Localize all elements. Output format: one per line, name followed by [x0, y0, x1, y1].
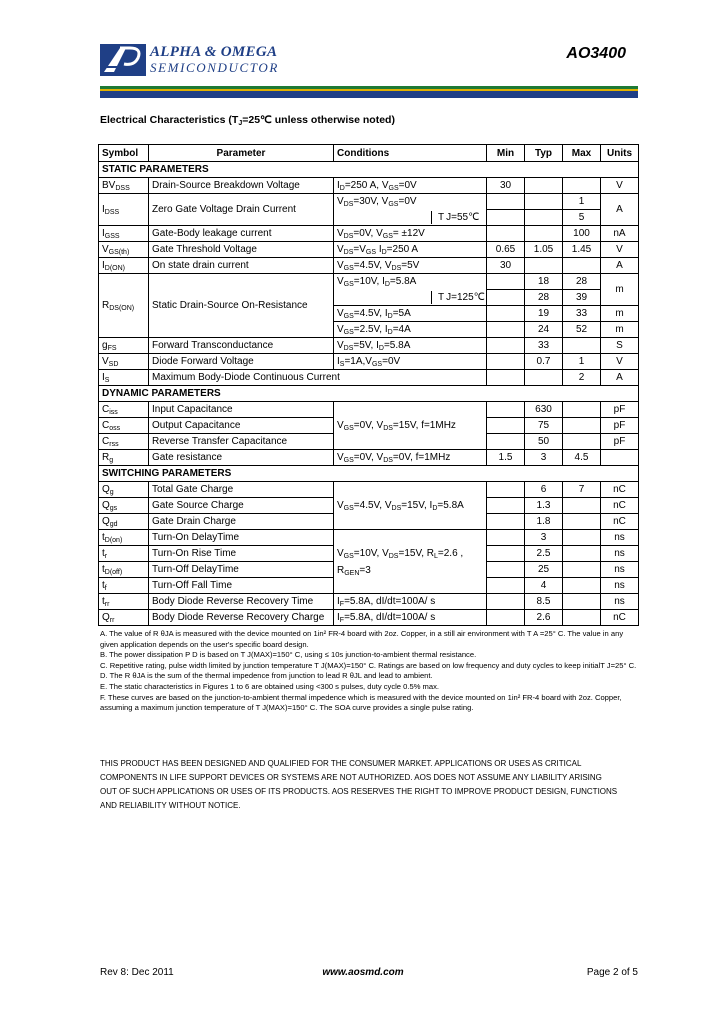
condition-cell: $V_{GS}=2.5V$, $I_D=4A$ [334, 322, 487, 338]
unit-cell: m [601, 306, 639, 322]
symbol-cell: $C_{iss}$ [99, 402, 149, 418]
typ-cell: 3 [525, 530, 563, 546]
parameter-cell: Turn-Off Fall Time [149, 578, 334, 594]
table-row [99, 402, 639, 418]
header-conditions: Conditions [334, 145, 487, 162]
footnote: F. These curves are based on the junction-to-ambient thermal impedence which is measured with the device mounted on 1in² FR-4 board with 2oz. Copper, assuming a maximum junction temperature of T J(MAX)=150° C. The SOA curve provides a single pulse rating. [100, 692, 622, 713]
max-cell [563, 530, 601, 546]
unit-cell: nC [601, 610, 639, 626]
typ-cell: 0.7 [525, 354, 563, 370]
switching-condition-line1: $V_{GS}=10V$, $V_{DS}=15V$, $R_L=2.6$ , [337, 547, 464, 560]
table-row [99, 370, 639, 386]
symbol-cell: $Q_{gd}$ [99, 514, 149, 530]
max-cell: 33 [563, 306, 601, 322]
min-cell [487, 418, 525, 434]
typ-cell [525, 226, 563, 242]
max-cell [563, 434, 601, 450]
max-cell: 1 [563, 354, 601, 370]
footnote: B. The power dissipation P D is based on T J(MAX)=150° C, using ≤ 10s junction-to-ambient thermal resistance. [100, 650, 477, 660]
typ-cell: 25 [525, 562, 563, 578]
min-cell [487, 530, 525, 546]
parameter-cell: Gate Threshold Voltage [149, 242, 334, 258]
min-cell [487, 290, 525, 306]
parameter-cell: Gate Drain Charge [149, 514, 334, 530]
table-row [99, 338, 639, 354]
symbol-cell: $Q_g$ [99, 482, 149, 498]
typ-cell: 6 [525, 482, 563, 498]
header-typ: Typ [525, 145, 563, 162]
parameter-cell: Gate-Body leakage current [149, 226, 334, 242]
min-cell [487, 610, 525, 626]
condition-cell: $I_D=250$ A, $V_{GS}=0V$ [334, 178, 487, 194]
condition-cell: $I_F=5.8A$, dI/dt=100A/ s [334, 594, 487, 610]
max-cell [563, 610, 601, 626]
section-row [99, 162, 639, 178]
max-cell [563, 578, 601, 594]
min-cell [487, 482, 525, 498]
condition-cell: $V_{GS}=4.5V$, $V_{DS}=5V$ [334, 258, 487, 274]
max-cell: 4.5 [563, 450, 601, 466]
symbol-cell: $BV_{DSS}$ [99, 178, 149, 194]
typ-cell [525, 194, 563, 210]
condition-cell: $V_{DS}=5V$, $I_D=5.8A$ [334, 338, 487, 354]
unit-cell: nC [601, 498, 639, 514]
table-row [99, 610, 639, 626]
min-cell [487, 274, 525, 290]
table-row [99, 242, 639, 258]
condition-cell: $V_{DS}=30V$, $V_{GS}=0V$ [334, 194, 487, 210]
unit-cell: ns [601, 578, 639, 594]
table-row [99, 178, 639, 194]
table-row [99, 482, 639, 498]
min-cell [487, 514, 525, 530]
symbol-cell: $t_f$ [99, 578, 149, 594]
symbol-cell: $I_{D(ON)}$ [99, 258, 149, 274]
table-row [99, 594, 639, 610]
typ-cell [525, 370, 563, 386]
unit-cell: ns [601, 562, 639, 578]
footnote: A. The value of R θJA is measured with the device mounted on 1in² FR-4 board with 2oz. Copper, in a still air environment with T A =25° C. The value in any given application depends on the user's specific board design. [100, 629, 624, 649]
parameter-cell: Turn-On DelayTime [149, 530, 334, 546]
condition-cell: $V_{DS}=0V$, $V_{GS}= \pm 12V$ [334, 226, 487, 242]
unit-cell [601, 450, 639, 466]
section-static: STATIC PARAMETERS [99, 162, 639, 178]
footnote: E. The static characteristics in Figures 1 to 6 are obtained using <300 s pulses, duty cycle 0.5% max. [100, 681, 440, 691]
company-name: ALPHA & OMEGA [150, 44, 278, 60]
typ-cell [525, 258, 563, 274]
symbol-cell: $R_g$ [99, 450, 149, 466]
header-min: Min [487, 145, 525, 162]
min-cell [487, 498, 525, 514]
switching-condition-line2: $R_{GEN}=3$ [337, 564, 371, 577]
section-title: Electrical Characteristics ($T_J=25℃$ unless otherwise noted) [100, 114, 395, 127]
parameter-cell: Body Diode Reverse Recovery Time [149, 594, 334, 610]
parameter-cell: Static Drain-Source On-Resistance [149, 274, 334, 338]
typ-cell: 8.5 [525, 594, 563, 610]
revision-label: Rev 8: Dec 2011 [100, 967, 174, 978]
part-number: AO3400 [566, 45, 626, 62]
typ-cell: 19 [525, 306, 563, 322]
section-dynamic: DYNAMIC PARAMETERS [99, 386, 639, 402]
section-switching: SWITCHING PARAMETERS [99, 466, 639, 482]
typ-cell: 33 [525, 338, 563, 354]
max-cell: 7 [563, 482, 601, 498]
footnote: D. The R θJA is the sum of the thermal impedence from junction to lead R θJL and lead to ambient. [100, 671, 433, 681]
header-parameter: Parameter [149, 145, 334, 162]
typ-cell: 1.3 [525, 498, 563, 514]
parameter-cell: Forward Transconductance [149, 338, 334, 354]
unit-cell: nA [601, 226, 639, 242]
unit-cell: ns [601, 530, 639, 546]
temperature-condition: T J=125℃ [334, 290, 487, 306]
unit-cell: nC [601, 514, 639, 530]
condition-cell: $V_{GS}=10V$, $I_D=5.8A$ [334, 274, 487, 290]
parameter-cell: Body Diode Reverse Recovery Charge [149, 610, 334, 626]
table-header-row [99, 145, 639, 162]
symbol-cell: $I_{DSS}$ [99, 194, 149, 226]
header-stripe-blue [100, 91, 638, 98]
symbol-cell: $t_{D(on)}$ [99, 530, 149, 546]
unit-cell: A [601, 370, 639, 386]
min-cell [487, 370, 525, 386]
parameter-cell: Gate resistance [149, 450, 334, 466]
parameter-cell: Turn-On Rise Time [149, 546, 334, 562]
min-cell: 0.65 [487, 242, 525, 258]
header-symbol: Symbol [99, 145, 149, 162]
min-cell [487, 594, 525, 610]
unit-cell: ns [601, 594, 639, 610]
min-cell [487, 354, 525, 370]
min-cell: 30 [487, 178, 525, 194]
max-cell: 100 [563, 226, 601, 242]
max-cell [563, 562, 601, 578]
parameter-cell: Output Capacitance [149, 418, 334, 434]
min-cell: 1.5 [487, 450, 525, 466]
max-cell: 5 [563, 210, 601, 226]
unit-cell: A [601, 194, 639, 226]
parameter-cell: Drain-Source Breakdown Voltage [149, 178, 334, 194]
max-cell [563, 178, 601, 194]
unit-cell: m [601, 274, 639, 306]
website-link[interactable]: www.aosmd.com [322, 967, 404, 978]
max-cell: 1 [563, 194, 601, 210]
typ-cell: 50 [525, 434, 563, 450]
header-units: Units [601, 145, 639, 162]
symbol-cell: $C_{rss}$ [99, 434, 149, 450]
symbol-cell: $t_{rr}$ [99, 594, 149, 610]
unit-cell: m [601, 322, 639, 338]
min-cell [487, 322, 525, 338]
typ-cell: 1.05 [525, 242, 563, 258]
symbol-cell: $g_{FS}$ [99, 338, 149, 354]
table-row [99, 450, 639, 466]
company-logo [100, 44, 146, 76]
unit-cell: pF [601, 434, 639, 450]
max-cell: 1.45 [563, 242, 601, 258]
temperature-condition: T J=55℃ [334, 210, 487, 226]
footnote: C. Repetitive rating, pulse width limited by junction temperature T J(MAX)=150° C. Ratings are based on low frequency and duty cycles to keep initialT J=25° C. [100, 660, 637, 670]
max-cell [563, 258, 601, 274]
parameter-cell: On state drain current [149, 258, 334, 274]
symbol-cell: $Q_{gs}$ [99, 498, 149, 514]
typ-cell: 18 [525, 274, 563, 290]
max-cell [563, 418, 601, 434]
symbol-cell: $t_r$ [99, 546, 149, 562]
min-cell [487, 226, 525, 242]
min-cell [487, 562, 525, 578]
unit-cell: pF [601, 418, 639, 434]
header-max: Max [563, 145, 601, 162]
typ-cell: 2.5 [525, 546, 563, 562]
unit-cell: V [601, 178, 639, 194]
parameter-cell: Zero Gate Voltage Drain Current [149, 194, 334, 226]
parameter-cell: Diode Forward Voltage [149, 354, 334, 370]
typ-cell: 2.6 [525, 610, 563, 626]
typ-cell: 28 [525, 290, 563, 306]
max-cell [563, 594, 601, 610]
max-cell [563, 514, 601, 530]
unit-cell: S [601, 338, 639, 354]
unit-cell: nC [601, 482, 639, 498]
min-cell [487, 306, 525, 322]
typ-cell: 1.8 [525, 514, 563, 530]
typ-cell: 4 [525, 578, 563, 594]
disclaimer: THIS PRODUCT HAS BEEN DESIGNED AND QUALIFIED FOR THE CONSUMER MARKET. APPLICATIONS OR USES AS CRITICAL COMPONENTS IN LIFE SUPPORT DEVICES OR SYSTEMS ARE NOT AUTHORIZED. AOS DOES NOT ASSUME ANY LIABILITY ARISING OUT OF SUCH APPLICATIONS OR USES OF ITS PRODUCTS. AOS RESERVES THE RIGHT TO IMPROVE PRODUCT DESIGN, FUNCTIONS AND RELIABILITY WITHOUT NOTICE. [100, 759, 618, 810]
max-cell [563, 402, 601, 418]
condition-cell: $I_F=5.8A$, dI/dt=100A/ s [334, 610, 487, 626]
electrical-characteristics-table [98, 144, 639, 626]
min-cell [487, 338, 525, 354]
table-row [99, 226, 639, 242]
symbol-cell: $I_{GSS}$ [99, 226, 149, 242]
min-cell: 30 [487, 258, 525, 274]
max-cell [563, 546, 601, 562]
condition-cell: $V_{GS}=4.5V$, $V_{DS}=15V$, $I_D=5.8A$ [334, 482, 487, 530]
parameter-cell: Maximum Body-Diode Continuous Current [149, 370, 487, 386]
condition-cell: $V_{GS}=0V$, $V_{DS}=15V$, f=1MHz [334, 402, 487, 450]
table-row [99, 530, 639, 546]
min-cell [487, 194, 525, 210]
typ-cell [525, 210, 563, 226]
parameter-cell: Gate Source Charge [149, 498, 334, 514]
typ-cell: 630 [525, 402, 563, 418]
parameter-cell: Total Gate Charge [149, 482, 334, 498]
parameter-cell: Input Capacitance [149, 402, 334, 418]
typ-cell: 75 [525, 418, 563, 434]
table-row [99, 258, 639, 274]
min-cell [487, 578, 525, 594]
min-cell [487, 402, 525, 418]
min-cell [487, 210, 525, 226]
min-cell [487, 434, 525, 450]
condition-cell: $I_S=1A,V_{GS}=0V$ [334, 354, 487, 370]
unit-cell: V [601, 354, 639, 370]
unit-cell: ns [601, 546, 639, 562]
symbol-cell: $V_{SD}$ [99, 354, 149, 370]
symbol-cell: $C_{oss}$ [99, 418, 149, 434]
page-number: Page 2 of 5 [586, 967, 638, 978]
typ-cell [525, 178, 563, 194]
typ-cell: 24 [525, 322, 563, 338]
unit-cell: pF [601, 402, 639, 418]
max-cell [563, 498, 601, 514]
max-cell: 39 [563, 290, 601, 306]
symbol-cell: $V_{GS(th)}$ [99, 242, 149, 258]
symbol-cell: $R_{DS(ON)}$ [99, 274, 149, 338]
section-row [99, 386, 639, 402]
max-cell: 28 [563, 274, 601, 290]
typ-cell: 3 [525, 450, 563, 466]
unit-cell: V [601, 242, 639, 258]
condition-cell: $V_{GS}=4.5V$, $I_D=5A$ [334, 306, 487, 322]
parameter-cell: Turn-Off DelayTime [149, 562, 334, 578]
table-row [99, 354, 639, 370]
condition-cell: $V_{GS}=0V$, $V_{DS}=0V$, f=1MHz [334, 450, 487, 466]
max-cell: 52 [563, 322, 601, 338]
symbol-cell: $t_{D(off)}$ [99, 562, 149, 578]
unit-cell: A [601, 258, 639, 274]
min-cell [487, 546, 525, 562]
table-row [99, 194, 639, 210]
max-cell: 2 [563, 370, 601, 386]
parameter-cell: Reverse Transfer Capacitance [149, 434, 334, 450]
max-cell [563, 338, 601, 354]
symbol-cell: $Q_{rr}$ [99, 610, 149, 626]
footnotes [100, 629, 638, 714]
condition-cell [334, 530, 487, 594]
symbol-cell: $I_S$ [99, 370, 149, 386]
table-row [99, 274, 639, 290]
company-division: SEMICONDUCTOR [150, 60, 279, 75]
section-row [99, 466, 639, 482]
condition-cell: $V_{DS}=V_{GS}$ $I_D=250$ A [334, 242, 487, 258]
